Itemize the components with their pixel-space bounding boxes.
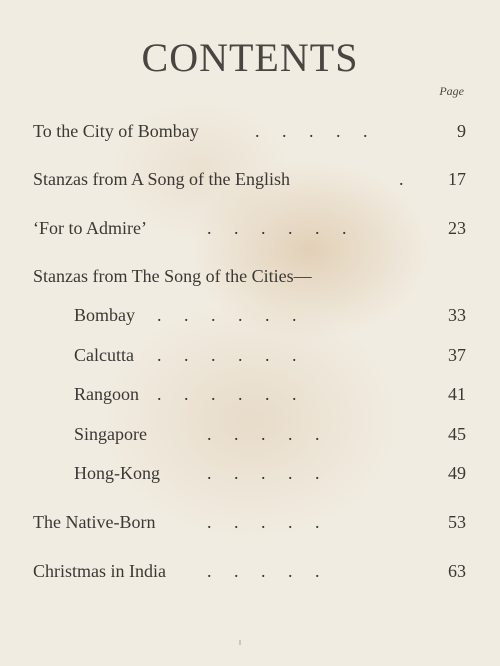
toc-entry-page: 63 — [448, 561, 466, 581]
toc-entry-title: Singapore — [74, 424, 147, 444]
dot-leaders: . — [399, 169, 404, 189]
toc-entry — [0, 340, 500, 370]
toc-entry — [0, 556, 500, 586]
toc-entry-page: 37 — [448, 345, 466, 365]
toc-entry-page: 49 — [448, 463, 466, 483]
toc-entry-title: Bombay — [74, 305, 135, 325]
toc-entry-title: Christmas in India — [33, 561, 166, 581]
toc-entry-page: 9 — [457, 121, 466, 141]
toc-entry-page: 53 — [448, 512, 466, 532]
dot-leaders: . . . . . . — [157, 345, 297, 365]
dot-leaders: . . . . . — [207, 463, 320, 483]
toc-entry — [0, 261, 500, 291]
dot-leaders: . . . . . — [255, 121, 368, 141]
dot-leaders: . . . . . . — [157, 305, 297, 325]
toc-entry — [0, 213, 500, 243]
toc-entry-page: 23 — [448, 218, 466, 238]
toc-entry-title: To the City of Bombay — [33, 121, 199, 141]
toc-entry-page: 17 — [448, 169, 466, 189]
toc-entry — [0, 458, 500, 488]
dot-leaders: . . . . . . — [207, 218, 347, 238]
page-title: CONTENTS — [141, 35, 359, 80]
toc-entry-page: 41 — [448, 384, 466, 404]
dot-leaders: . . . . . — [207, 561, 320, 581]
toc-entry-title: Stanzas from A Song of the English — [33, 169, 290, 189]
toc-entry — [0, 300, 500, 330]
dot-leaders: . . . . . — [207, 424, 320, 444]
toc-entry-title: Rangoon — [74, 384, 139, 404]
toc-entry — [0, 419, 500, 449]
toc-entry — [0, 164, 500, 194]
toc-entry-title: Stanzas from The Song of the Cities— — [33, 266, 312, 286]
toc-entry-title: Calcutta — [74, 345, 134, 365]
paper-speck — [239, 640, 241, 645]
toc-entry-title: Hong-Kong — [74, 463, 160, 483]
toc-entry-title: The Native-Born — [33, 512, 156, 532]
toc-entry-page: 45 — [448, 424, 466, 444]
toc-entry-page: 33 — [448, 305, 466, 325]
toc-entry-title: ‘For to Admire’ — [33, 218, 147, 238]
dot-leaders: . . . . . — [207, 512, 320, 532]
toc-entry — [0, 116, 500, 146]
toc-entry — [0, 379, 500, 409]
toc-entry — [0, 507, 500, 537]
dot-leaders: . . . . . . — [157, 384, 297, 404]
page-column-header: Page — [439, 84, 464, 98]
